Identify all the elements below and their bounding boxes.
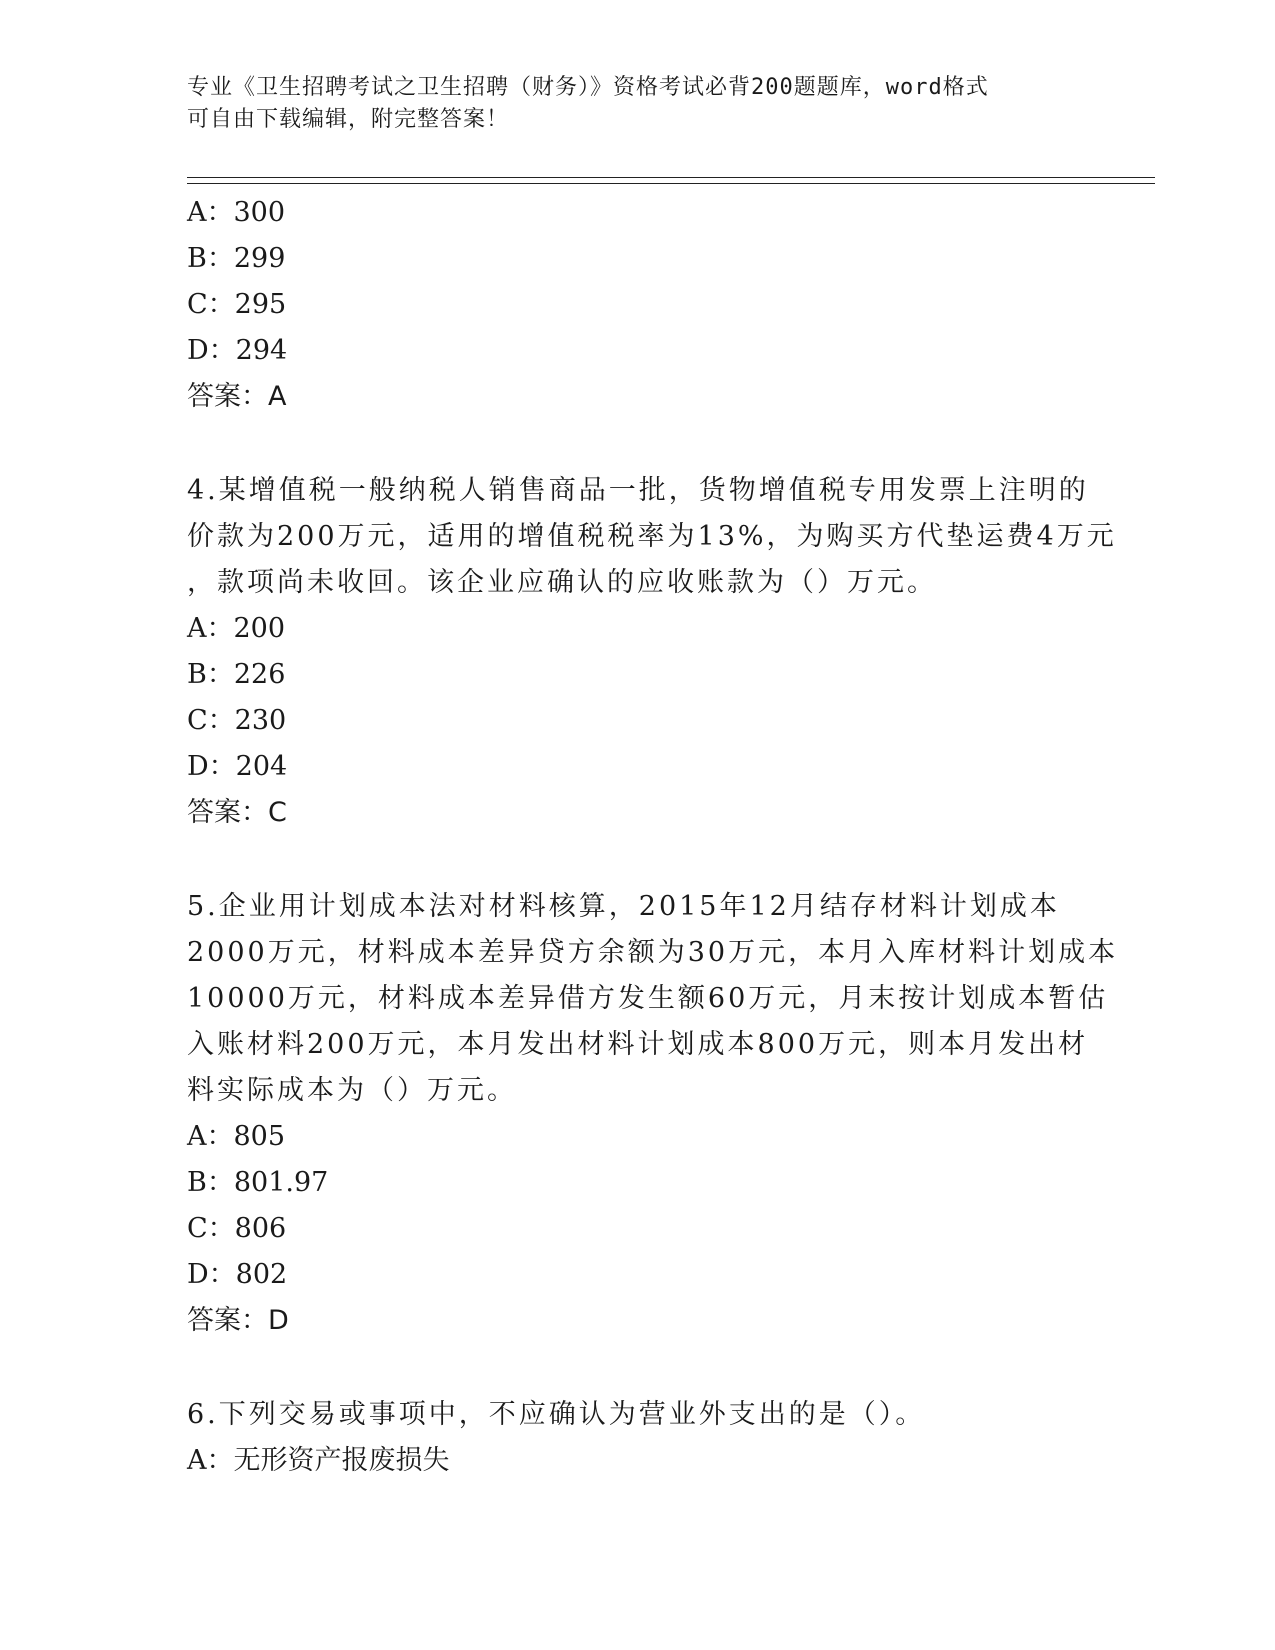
- option-a: A：805: [187, 1121, 286, 1152]
- question-text: [187, 884, 1119, 1114]
- question-text-line: 2000万元，材料成本差异贷方余额为30万元，本月入库材料计划成本: [187, 937, 1119, 968]
- spacer: [187, 420, 1087, 468]
- question-4: [187, 468, 1117, 836]
- header-line-1: 专业《卫生招聘考试之卫生招聘（财务）》资格考试必背200题题库，word格式: [187, 75, 989, 100]
- option-d: D：204: [187, 751, 288, 782]
- option-b: B：299: [187, 243, 286, 274]
- question-text-line: 价款为200万元，适用的增值税税率为13%，为购买方代垫运费4万元: [187, 521, 1117, 552]
- header-rule-top: [187, 177, 1155, 178]
- question-text-line: 10000万元，材料成本差异借方发生额60万元，月末按计划成本暂估: [187, 983, 1109, 1014]
- question-text: [187, 1392, 1087, 1438]
- option-a: A：无形资产报废损失: [187, 1445, 450, 1476]
- question-5: [187, 884, 1119, 1344]
- spacer: [187, 1344, 1087, 1392]
- option-c: C：295: [187, 289, 287, 320]
- option-b: B：801.97: [187, 1167, 329, 1198]
- answer: 答案：D: [187, 1305, 289, 1336]
- question-text-line: 5.企业用计划成本法对材料核算，2015年12月结存材料计划成本: [187, 891, 1060, 922]
- option-c: C：230: [187, 705, 287, 736]
- option-a: A：200: [187, 613, 286, 644]
- question-text-line: 4.某增值税一般纳税人销售商品一批，货物增值税专用发票上注明的: [187, 475, 1089, 506]
- question-text-line: 料实际成本为（）万元。: [187, 1075, 517, 1106]
- option-a: A：300: [187, 197, 286, 228]
- question-3: [187, 190, 1087, 420]
- option-d: D：294: [187, 335, 288, 366]
- header-rule-bottom: [187, 183, 1155, 184]
- answer: 答案：C: [187, 797, 287, 828]
- option-b: B：226: [187, 659, 286, 690]
- spacer: [187, 836, 1087, 884]
- question-text: [187, 468, 1117, 606]
- option-d: D：802: [187, 1259, 288, 1290]
- answer: 答案：A: [187, 381, 287, 412]
- question-6: [187, 1392, 1087, 1484]
- header-line-2: 可自由下载编辑，附完整答案！: [187, 107, 510, 132]
- option-c: C：806: [187, 1213, 287, 1244]
- question-text-line: ，款项尚未收回。该企业应确认的应收账款为（）万元。: [187, 567, 937, 598]
- question-text-line: 入账材料200万元，本月发出材料计划成本800万元，则本月发出材: [187, 1029, 1089, 1060]
- question-list: [187, 190, 1119, 1484]
- question-text-line: 6.下列交易或事项中，不应确认为营业外支出的是（）。: [187, 1399, 926, 1430]
- document-header: [187, 72, 1087, 136]
